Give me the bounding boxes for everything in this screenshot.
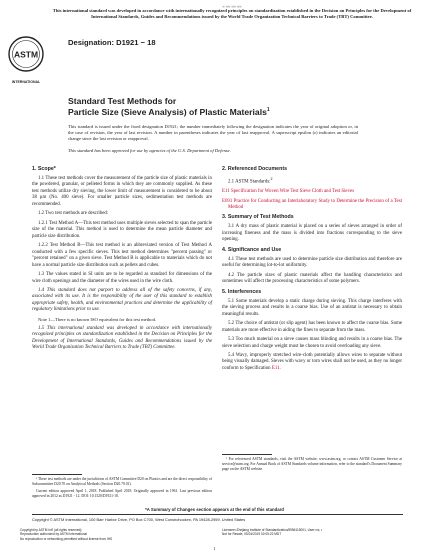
title-line-1: Standard Test Methods for	[68, 96, 177, 106]
right-column	[222, 166, 402, 375]
reference-e691-link[interactable]: Practice for Conducting an Interlaboratory Study to Determine the Precision of a Test Method	[228, 198, 402, 211]
paragraph-2-1-mark: 2	[270, 175, 273, 181]
standards-notice	[52, 4, 412, 21]
astm-logo-icon	[8, 34, 44, 74]
section-heading-summary: 3. Summary of Test Methods	[222, 214, 294, 221]
summary-of-changes-note: *A Summary of Changes section appears at the end of this standard	[145, 507, 284, 512]
page-number: 1	[213, 546, 216, 551]
designation: Designation: D1921 − 18	[68, 38, 156, 47]
reference-e11-link[interactable]: Specification for Woven Wire Test Sieve Cloth and Test Sieves	[230, 189, 355, 195]
footnotes-left	[32, 477, 212, 501]
footnote-rule-right	[222, 454, 272, 455]
paragraph-2-1-text: 2.1 ASTM Standards:	[228, 179, 271, 185]
reference-e691	[222, 199, 402, 212]
paragraph-5-1: 5.1 Some materials develop a static charge during sieving. This charge interferes with the sieving process and results in a coarse bias. Use of an antistat is necessary to obtain meaningful results.	[222, 298, 402, 317]
header-watermark: ≈ ≈≈ ≈≈ ≈≈	[222, 4, 242, 9]
paragraph-1-3: 1.3 The values stated in SI units are to be regarded as standard for dimensions of the wire cloth openings and the diameter of the wires used in the wire cloth.	[32, 272, 212, 284]
section-heading-interferences: 5. Interferences	[222, 288, 262, 295]
notice-text: This international standard was developed in accordance with internationally recognized principles on standardization established in the Decision on Principles for the Development of International Standards, Guides and Recommendations issued by the World Trade Organization Technical Barriers to Trade (TBT) Committee.	[52, 8, 412, 20]
footnote-1: ¹ These test methods are under the jurisdiction of ASTM Committee D20 on Plastics and are the direct responsibility of Subcommittee D20.70 on Analytical Methods (Section D20.70.01).	[32, 477, 212, 486]
logo-label: INTERNATIONAL	[11, 80, 41, 84]
license-footer-left: Copyright by ASTM Int'l (all rights reserved); Reproduction authorized by ASTM International No reproduction or networking permitted without license from IHS	[20, 528, 113, 541]
section-heading-significance: 4. Significance and Use	[222, 246, 282, 253]
paragraph-5-3: 5.3 Too much material on a sieve causes mass blinding and results in a coarse bias. The sieve selection and charge weight must be chosen to avoid overloading any sieve.	[222, 337, 402, 349]
paragraph-5-4-end: .	[279, 365, 281, 371]
left-column	[32, 166, 212, 355]
intro-paragraph: This standard is issued under the fixed designation D1921; the number immediately following the designation indicates the year of original adoption or, in the case of revision, the year of last revision. A number in parentheses indicates the year of last reapproval. A superscript epsilon (ε) indicates an editorial change since the last revision or reapproval.	[68, 124, 358, 142]
bottom-rule	[32, 514, 403, 515]
footnote-edition: Current edition approved April 1, 2018. Published April 2018. Originally approved in 1961. Last previous edition approved in 2012 as D1921 - 12. DOI: 10.1520/D1921-18.	[32, 488, 212, 498]
paragraph-5-4-link[interactable]: E11	[271, 365, 280, 371]
reference-e11	[222, 189, 402, 195]
paragraph-5-4-text: 5.4 Wavy, improperly stretched wire-cloth potentially allows wires to separate without being visually damaged. Sieves with wavy or torn wires shall not be used, as they no longer conform to Specification	[222, 353, 402, 371]
note-1: Note 1—There is no known ISO equivalent for this test method.	[38, 316, 157, 322]
section-heading-scope: 1. Scope*	[32, 166, 56, 172]
footnote-2: ² For referenced ASTM standards, visit the ASTM website, www.astm.org, or contact ASTM Customer Service at service@astm.org. For Annual Book of ASTM Standards volume information, refer to the standard's Document Summary page on the ASTM website.	[222, 457, 402, 471]
paragraph-5-2: 5.2 The choice of antistat (or slip agent) has been known to affect the coarse bias. Some materials are more effective in aiding the fines to separate from the mass.	[222, 321, 402, 333]
reference-e691-code[interactable]: E691	[222, 198, 233, 204]
paragraph-1-2: 1.2 Two test methods are described:	[38, 211, 109, 217]
paragraph-4-2: 4.2 The particle sizes of plastic materials affect the handling characteristics and sometimes will affect the processing characteristics of some polymers.	[222, 272, 402, 285]
paragraph-1-1: 1.1 These test methods cover the measurement of the particle size of plastic materials in the powdered, granular, or pelleted forms in which they are commonly supplied. As these test methods utilize dry sieving, the lower limit of measurement is considered to be about 38 μm (No. 400 sieve). For smaller particle sizes, sedimentation test methods are recommended.	[32, 175, 212, 207]
astm-logo	[8, 34, 44, 82]
footnote-rule-left	[32, 474, 82, 475]
section-heading-referenced: 2. Referenced Documents	[222, 166, 288, 172]
paragraph-1-4: 1.4 This standard does not purport to address all of the safety concerns, if any, associated with its use. It is the responsibility of the user of this standard to establish appropriate safety, health, and environmental practices and determine the applicability of regulatory limitations prior to use.	[32, 288, 212, 313]
paragraph-1-2-1: 1.2.1 Test Method A—This test method uses multiple sieves selected to span the particle size of the material. This method is used to determine the mean particle diameter and particle size distribution.	[32, 220, 212, 239]
dod-approval: This standard has been approved for use by agencies of the U.S. Department of Defense.	[68, 148, 231, 153]
paragraph-2-1	[222, 176, 402, 186]
paragraph-1-5: 1.5 This international standard was developed in accordance with internationally recognized principles on standardization established in the Decision on Principles for the Development of International Standards, Guides and Recommendations issued by the World Trade Organization Technical Barriers to Trade (TBT) Committee.	[32, 325, 212, 351]
copyright-line: Copyright © ASTM International, 100 Barr Harbor Drive, PO Box C700, West Conshohocken, PA 19428-2959. United States	[32, 517, 246, 522]
footnotes-right	[222, 457, 402, 474]
paragraph-3-1: 3.1 A dry mass of plastic material is placed on a series of sieves arranged in order of increasing fineness and the mass is divided into fractions corresponding to the sieve opening.	[222, 224, 402, 243]
paragraph-1-2-2: 1.2.2 Test Method B—This test method is an abbreviated version of Test Method A conducted with a few specific sieves. This test method determines "percent passing" or "percent retained" on a given sieve. Test Method B is applicable to materials which do not have a normal particle size distribution such as pellets and cubes.	[32, 243, 212, 268]
paragraph-4-1: 4.1 These test methods are used to determine particle size distribution and therefore are useful for determining lot-to-lot uniformity.	[222, 256, 402, 269]
reference-e11-code[interactable]: E11	[222, 189, 230, 195]
title-line-2	[68, 107, 270, 117]
title-footnote-mark: 1	[266, 107, 270, 114]
svg-text:ASTM: ASTM	[13, 49, 39, 60]
paragraph-5-4	[222, 353, 402, 372]
title-text: Particle Size (Sieve Analysis) of Plastic Materials	[68, 107, 267, 117]
license-footer-right: Licensee=Zhejiang Institute of Standardization/5956115001, User=xx, r Not for Resale, 05/24/2019 02:05:22 MDT	[222, 528, 323, 537]
